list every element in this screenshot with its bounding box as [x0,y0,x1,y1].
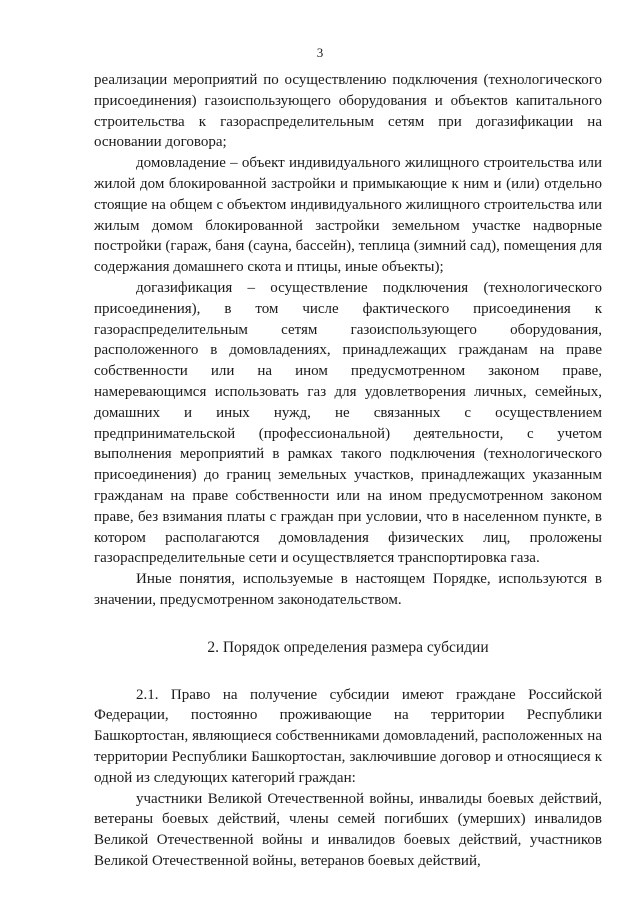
paragraph-2-1: 2.1. Право на получение субсидии имеют граждане Российской Федерации, постоянно проживающие на территории Республики Башкортостан, являющиеся собственниками домовладений, расположенных на территории Республики Башкортостан, заключившие договор и относящиеся к одной из следующих категорий граждан: [94,686,602,786]
paragraph-household-definition: домовладение – объект индивидуального жилищного строительства или жилой дом блокированной застройки и примыкающие к ним и (или) отдельно стоящие на общем с объектом индивидуального жилищного строительства или жилым домом блокированной застройки земельном участке надворные постройки (гараж, баня (сауна, бассейн), теплица (зимний сад), помещения для содержания домашнего скота и птицы, иные объекты); [94,155,603,276]
paragraph-veterans: участники Великой Отечественной войны, инвалиды боевых действий, ветераны боевых действий, члены семей погибших (умерших) инвалидов Великой Отечественной войны и инвалидов боевых действий, участников Великой Отечественной войны, ветеранов боевых действий, [94,790,602,869]
section-heading: 2. Порядок определения размера субсидии [207,638,489,656]
document-body [94,70,602,872]
paragraph-gasification-definition: догазификация – осуществление подключения (технологического присоединения), в том числе фактического присоединения к газораспределительным сетям газоиспользующего оборудования, расположенного в домовладениях, принадлежащих гражданам на праве собственности или на ином предусмотренном законом праве, намеревающимся использовать газ для удовлетворения личных, семейных, домашних и иных нужд, не связанных с осуществлением предпринимательской (профессиональной) деятельности, с учетом выполнения мероприятий в рамках такого подключения (технологического присоединения) до границ земельных участков, принадлежащих указанным гражданам на праве собственности или на ином предусмотренном законом праве, без взимания платы с граждан при условии, что в населенном пункте, в котором располагаются домовладения физических лиц, проложены газораспределительные сети и осуществляется транспортировка газа. [94,279,602,567]
paragraph-other-terms: Иные понятия, используемые в настоящем Порядке, используются в значении, предусмотренном законодательством. [94,571,602,608]
page-number: 3 [316,45,324,60]
paragraph-continuation: реализации мероприятий по осуществлению подключения (технологического присоединения) газоиспользующего оборудования и объектов капитального строительства к газораспределительным сетям при догазификации на основании договора; [94,72,602,151]
